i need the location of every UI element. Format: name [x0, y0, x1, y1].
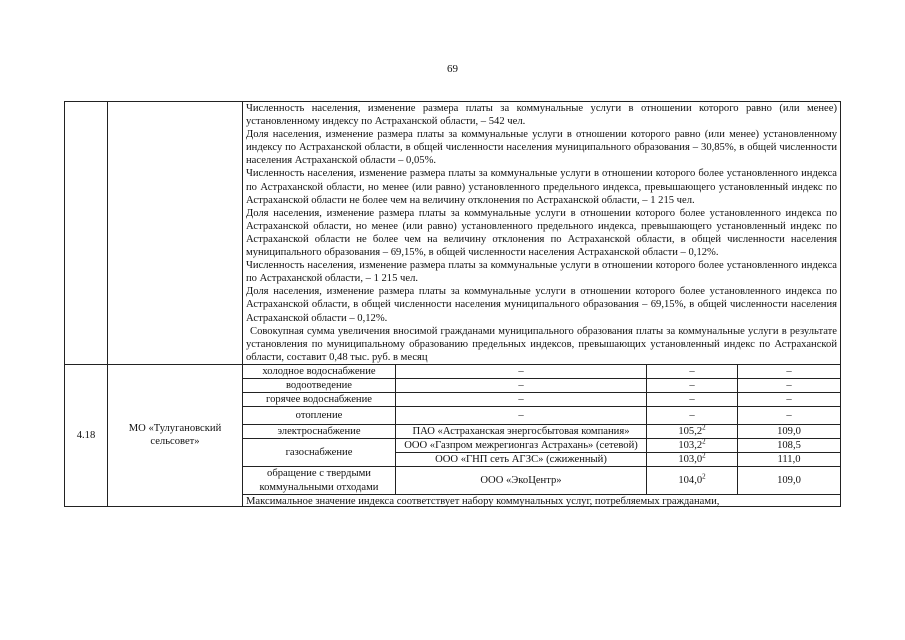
prev-entry-row [65, 102, 841, 365]
service-row [65, 364, 841, 378]
provider: – [396, 378, 647, 392]
index-value: 103,0$^2$ [647, 453, 738, 467]
index-value: 105,2$^2$ [647, 425, 738, 439]
limit-value: – [738, 393, 841, 407]
paragraph: Доля населения, изменение размера платы за коммунальные услуги в отношении которого более установленного индекса по Астраханской области, в общей численности населения муниципального образования – 69,15%, в общей численности населения Астраханской области – 0,12%. [246, 286, 837, 324]
provider: – [396, 407, 647, 425]
service-name: горячее водоснабжение [243, 393, 396, 407]
service-name: отопление [243, 407, 396, 425]
paragraph: Доля населения, изменение размера платы за коммунальные услуги в отношении которого более установленного индекса по Астраханской области, но менее (или равно) установленного предельного индекса, превышающего установленный индекс по Астраханской области не более чем на величину отклонения по Астраханской области, в общей численности населения муниципального образования – 69,15%, в общей численности населения Астраханской области – 0,12%. [246, 207, 837, 259]
service-name: обращение с твердыми коммунальными отходами [243, 467, 396, 494]
limit-value: 109,0 [738, 467, 841, 494]
provider: – [396, 364, 647, 378]
document-table [64, 101, 841, 507]
index-value: 104,0$^2$ [647, 467, 738, 494]
service-name: газоснабжение [243, 439, 396, 467]
provider: – [396, 393, 647, 407]
limit-value: 111,0 [738, 453, 841, 467]
paragraph: Доля населения, изменение размера платы за коммунальные услуги в отношении которого равно (или менее) установленному индексу по Астраханской области, в общей численности населения муниципального образования – 30,85%, в общей численности населения Астраханской области – 0,05%. [246, 129, 837, 167]
provider: ПАО «Астраханская энергосбытовая компания» [396, 425, 647, 439]
service-name: электроснабжение [243, 425, 396, 439]
page-number: 69 [447, 63, 458, 75]
entry-number: 4.18 [65, 364, 108, 506]
service-name: водоотведение [243, 378, 396, 392]
index-value: – [647, 378, 738, 392]
limit-value: – [738, 407, 841, 425]
index-value: – [647, 407, 738, 425]
note-cell [243, 494, 841, 506]
index-value: 103,2$^2$ [647, 439, 738, 453]
index-value: – [647, 393, 738, 407]
paragraph: Численность населения, изменение размера платы за коммунальные услуги в отношении которого более установленного индекса по Астраханской области, – 1 215 чел. [246, 260, 837, 285]
prev-number-cell [65, 102, 108, 365]
service-name: холодное водоснабжение [243, 364, 396, 378]
prev-text-cell [243, 102, 841, 365]
provider: ООО «Газпром межрегионгаз Астрахань» (сетевой) [396, 439, 647, 453]
prev-mo-cell [108, 102, 243, 365]
limit-value: 109,0 [738, 425, 841, 439]
paragraph: Совокупная сумма увеличения вносимой гражданами муниципального образования платы за коммунальные услуги в результате установления по муниципальному образованию предельных индексов, превышающих установленный индекс по Астраханской области, составит 0,48 тыс. руб. в месяц [246, 325, 837, 363]
limit-value: – [738, 364, 841, 378]
paragraph: Численность населения, изменение размера платы за коммунальные услуги в отношении которого равно (или менее) установленному индексу по Астраханской области, – 542 чел. [246, 103, 837, 128]
limit-value: 108,5 [738, 439, 841, 453]
provider: ООО «ЭкоЦентр» [396, 467, 647, 494]
note-text: Максимальное значение индекса соответствует набору коммунальных услуг, потребляемых гражданами, [246, 495, 720, 506]
index-value: – [647, 364, 738, 378]
mo-name: МО «Тулугановский сельсовет» [108, 364, 243, 506]
paragraph: Численность населения, изменение размера платы за коммунальные услуги в отношении которого более установленного индекса по Астраханской области, но менее (или равно) установленного предельного индекса, превышающего установленный индекс по Астраханской области не более чем на величину отклонения по Астраханской области, – 1 215 чел. [246, 168, 837, 206]
limit-value: – [738, 378, 841, 392]
provider: ООО «ГНП сеть АГЗС» (сжиженный) [396, 453, 647, 467]
